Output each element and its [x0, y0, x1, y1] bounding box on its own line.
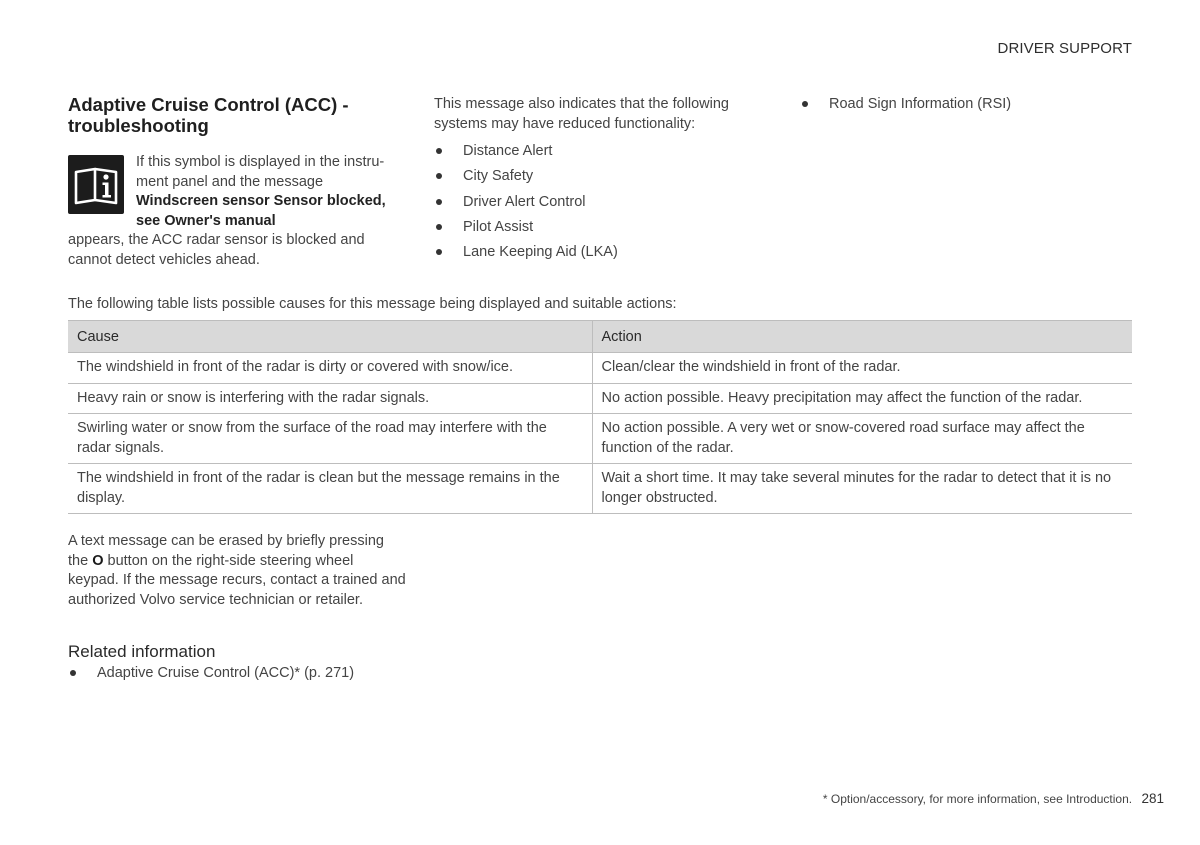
cause-cell: The windshield in front of the radar is clean but the message remains in the display.: [68, 464, 592, 514]
o-button-label: O: [92, 552, 104, 569]
action-cell: No action possible. Heavy precipitation may affect the function of the radar.: [592, 383, 1132, 414]
symbol-consequence: appears, the ACC radar sensor is blocked and cannot detect vehicles ahead.: [68, 232, 365, 268]
list-item: Pilot Assist: [434, 218, 774, 237]
column-header-action: Action: [592, 321, 1132, 353]
related-information-list: [68, 664, 354, 683]
warning-message: Windscreen sensor Sensor blocked, see Owner's manual: [136, 193, 386, 229]
section-header: DRIVER SUPPORT: [997, 40, 1132, 57]
table-intro: The following table lists possible causes for this message being displayed and suitable actions:: [68, 296, 677, 312]
erase-text-before: A text message can be erased by briefly pressing the: [68, 533, 384, 569]
erase-text-after: button on the right-side steering wheel keypad. If the message recurs, contact a trained and authorized Volvo service technician or retailer.: [68, 552, 406, 608]
list-item: Driver Alert Control: [434, 193, 774, 212]
owners-manual-info-icon: [68, 155, 124, 214]
table-row: [68, 353, 1132, 384]
table-header-row: [68, 321, 1132, 353]
cause-cell: Heavy rain or snow is interfering with the radar signals.: [68, 383, 592, 414]
symbol-description: If this symbol is displayed in the instru-ment panel and the message: [136, 154, 385, 190]
title-line-2: troubleshooting: [68, 115, 209, 136]
table-row: [68, 414, 1132, 464]
page-number: 281: [1141, 791, 1164, 806]
systems-column-continued: [800, 95, 1130, 120]
cause-cell: Swirling water or snow from the surface of the road may interfere with the radar signals.: [68, 414, 592, 464]
related-link[interactable]: Adaptive Cruise Control (ACC)* (p. 271): [68, 664, 354, 683]
action-cell: Clean/clear the windshield in front of the radar.: [592, 353, 1132, 384]
page-title: [68, 94, 403, 136]
list-item: Road Sign Information (RSI): [800, 95, 1130, 114]
systems-column: [434, 95, 774, 268]
action-cell: No action possible. A very wet or snow-covered road surface may affect the function of the radar.: [592, 414, 1132, 464]
erase-message-paragraph: [68, 532, 408, 610]
systems-list: [434, 142, 774, 262]
footnote: * Option/accessory, for more information, see Introduction.: [822, 792, 1133, 806]
action-cell: Wait a short time. It may take several minutes for the radar to detect that it is no longer obstructed.: [592, 464, 1132, 514]
cause-cell: The windshield in front of the radar is dirty or covered with snow/ice.: [68, 353, 592, 384]
column-header-cause: Cause: [68, 321, 592, 353]
intro-column: [68, 94, 403, 270]
list-item: City Safety: [434, 167, 774, 186]
list-item: Lane Keeping Aid (LKA): [434, 243, 774, 262]
table-row: [68, 464, 1132, 514]
causes-table: [68, 320, 1132, 514]
systems-list-continued: [800, 95, 1130, 114]
systems-intro: This message also indicates that the following systems may have reduced functionality:: [434, 96, 729, 132]
title-line-1: Adaptive Cruise Control (ACC) -: [68, 94, 349, 115]
related-information-heading: Related information: [68, 642, 216, 661]
page-footer: [823, 791, 1164, 806]
table-row: [68, 383, 1132, 414]
symbol-block: [68, 153, 403, 270]
list-item: Distance Alert: [434, 142, 774, 161]
